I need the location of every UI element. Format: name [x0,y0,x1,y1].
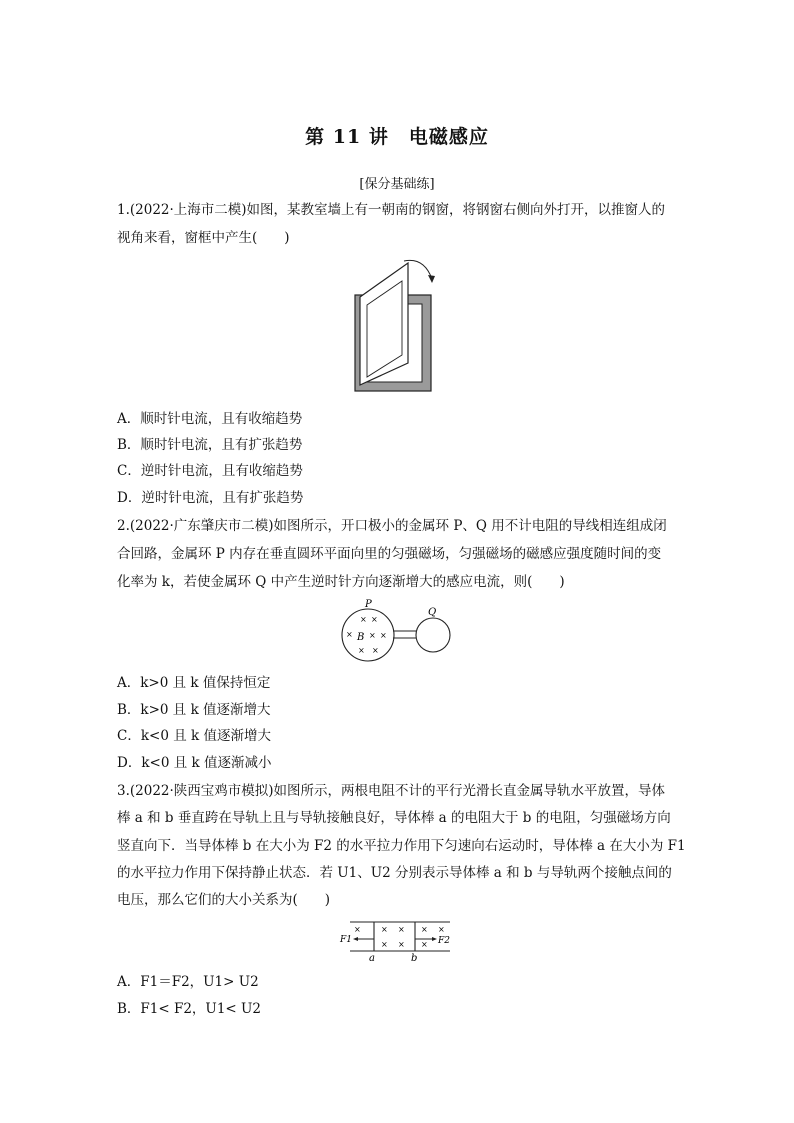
field-mark: × [358,646,365,655]
field-mark: × [371,615,378,624]
field-mark: × [369,631,376,640]
field-mark: × [438,925,445,934]
field-mark: × [421,925,428,934]
ring-q [416,618,450,652]
field-mark: × [398,940,405,949]
label-f1: F1 [340,935,352,945]
q1-window-figure [0,255,794,395]
q3-line-5: 电压，那么它们的大小关系为( ) [117,892,331,908]
field-mark: × [354,925,361,934]
field-mark: × [380,631,387,640]
force-f2-head [432,937,437,941]
q1-option-d: D．逆时针电流，且有扩张趋势 [117,490,304,506]
q3-line-2: 棒 a 和 b 垂直跨在导轨上且与导轨接触良好，导体棒 a 的电阻大于 b 的电阻，匀强磁场方向 [117,810,671,826]
label-a: a [369,953,375,964]
q2-line-2: 合回路，金属环 P 内存在垂直圆环平面向里的匀强磁场，匀强磁场的磁感应强度随时间的变 [117,546,662,562]
q3-option-b: B．F1< F2，U1< U2 [117,1001,261,1017]
field-mark: × [360,615,367,624]
q1-line-1: 1.(2022·上海市二模)如图，某教室墙上有一朝南的钢窗，将钢窗右侧向外打开，以推窗人的 [117,202,666,218]
q2-line-3: 化率为 k，若使金属环 Q 中产生逆时针方向逐渐增大的感应电流，则( ) [117,574,565,590]
field-marks [354,925,445,949]
q1-option-b: B．顺时针电流，且有扩张趋势 [117,437,303,453]
field-mark: × [381,925,388,934]
q3-line-4: 的水平拉力作用下保持静止状态．若 U1、U2 分别表示导体棒 a 和 b 与导轨两个接触点间的 [117,865,672,881]
field-mark: × [346,630,353,639]
field-marks [346,615,387,655]
page-title: 第 11 讲 电磁感应 [305,126,489,148]
field-mark: × [381,940,388,949]
q1-option-a: A．顺时针电流，且有收缩趋势 [117,411,303,427]
force-f1-head [353,937,358,941]
label-b: b [411,953,418,964]
q3-line-3: 竖直向下．当导体棒 b 在大小为 F2 的水平拉力作用下匀速向右运动时，导体棒 a 在大小为 F1 [117,838,686,854]
q1-line-2: 视角来看，窗框中产生( ) [117,230,290,246]
field-mark: × [372,646,379,655]
label-q: Q [428,607,437,618]
field-mark: × [421,940,428,949]
q2-option-a: A．k>0 且 k 值保持恒定 [117,675,271,691]
q2-line-1: 2.(2022·广东肇庆市二模)如图所示，开口极小的金属环 P、Q 用不计电阻的导线相连组成闭 [117,518,667,534]
q3-option-a: A．F1＝F2，U1> U2 [117,974,259,990]
q2-option-c: C．k<0 且 k 值逐渐增大 [117,728,271,744]
q2-rings-figure [0,600,794,670]
q1-option-c: C．逆时针电流，且有收缩趋势 [117,463,303,479]
rotation-arrow-head [428,275,435,283]
label-b: B [357,632,365,643]
q2-option-b: B．k>0 且 k 值逐渐增大 [117,702,271,718]
field-mark: × [398,925,405,934]
q3-rails-figure [0,916,794,966]
q2-option-d: D．k<0 且 k 值逐渐减小 [117,755,272,771]
label-p: P [365,599,372,610]
section-heading: [保分基础练] [359,177,435,192]
label-f2: F2 [438,936,450,946]
q3-line-1: 3.(2022·陕西宝鸡市模拟)如图所示，两根电阻不计的平行光滑长直金属导轨水平放置，导体 [117,783,666,799]
